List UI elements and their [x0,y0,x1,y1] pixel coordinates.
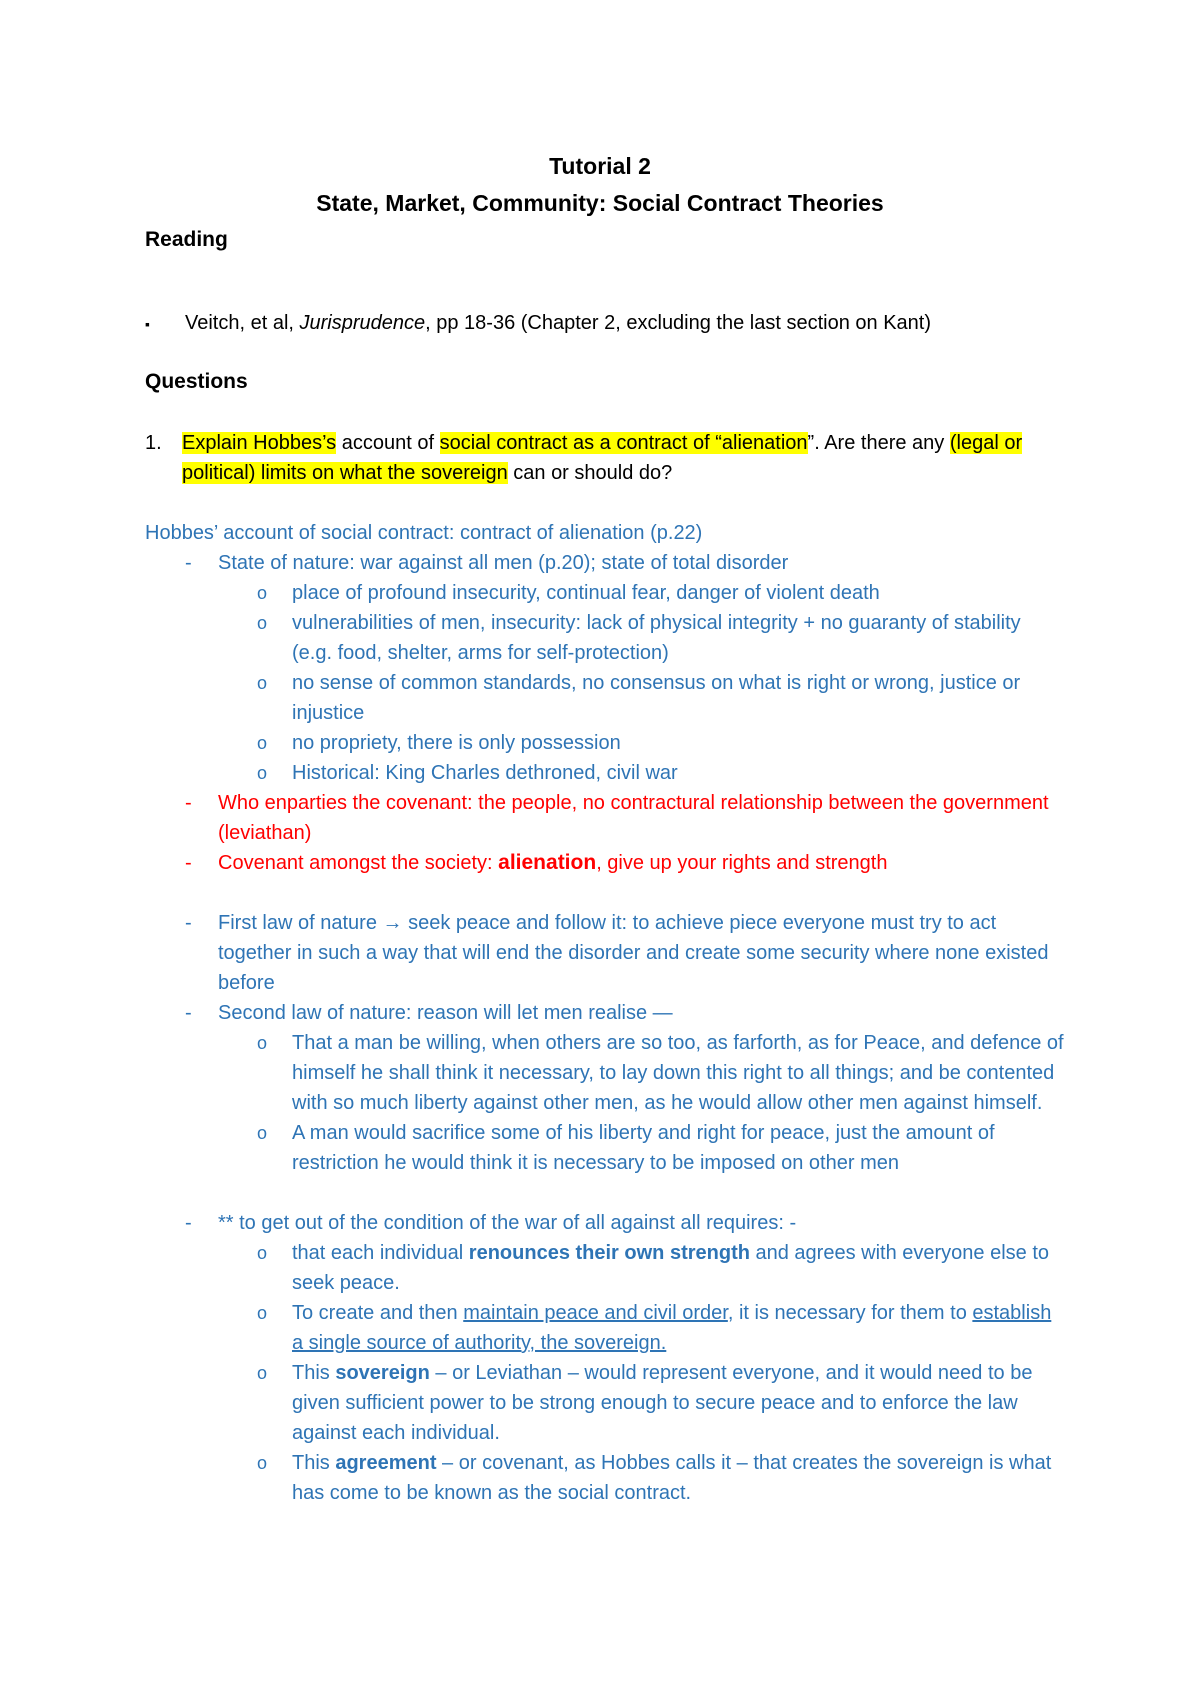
req-text-post: – or covenant, as Hobbes calls it – that creates the sovereign is what has come to be known as the social contract. [292,1452,1052,1504]
question-text-3: can or should do? [507,462,673,484]
requirement-item [145,1448,1065,1508]
dash-marker: - [185,1212,192,1234]
note-first-law [145,908,1065,998]
reading-item-pre: Veitch, et al, [185,312,300,334]
question-1 [145,428,1065,488]
req-text-mid: , it is necessary for them to [727,1302,973,1324]
son-item-text: no propriety, there is only possession [292,732,621,754]
req-text-bold: sovereign [335,1362,430,1384]
son-item [145,728,1065,758]
req-text-pre: To create and then [292,1302,464,1324]
son-item-text: vulnerabilities of men, insecurity: lack of physical integrity + no guaranty of stability (e.g. food, shelter, arms for self-protection) [292,612,1021,664]
note-text: Second law of nature: reason will let men realise — [218,1002,673,1024]
note-text-post: seek peace and follow it: to achieve piece everyone must try to act together in such a way that will end the disorder and create some security where none existed before [218,912,1049,994]
document-title [0,148,1200,222]
square-bullet-icon: ▪ [145,315,150,332]
notes-heading: Hobbes’ account of social contract: contract of alienation (p.22) [145,522,703,544]
req-text-post: and agrees with everyone else to seek peace. [292,1242,1050,1294]
circle-bullet-icon: o [257,1033,268,1053]
reading-item-book-title: Jurisprudence [299,312,426,334]
dash-marker: - [185,912,192,934]
son-item-text: Historical: King Charles dethroned, civil war [292,762,678,784]
requirement-item [145,1358,1065,1448]
dash-marker: - [185,792,192,814]
circle-bullet-icon: o [257,613,268,633]
highlight-2: social contract as a contract of “alienation [439,432,808,454]
note-covenant-parties [145,788,1065,848]
note-state-of-nature [145,548,1065,578]
req-text-bold: renounces their own strength [468,1242,750,1264]
circle-bullet-icon: o [257,763,268,783]
title-line-2: State, Market, Community: Social Contract Theories [316,190,884,216]
spacer [145,1178,1065,1208]
note-text-bold: alienation [498,851,597,874]
question-text-1: account of [336,432,440,454]
second-law-item-text: That a man be willing, when others are so too, as farforth, as for Peace, and defence of himself he shall think it necessary, to lay down this right to all things; and be contented with so much liberty against other men, as he would allow other men against himself. [292,1032,1064,1114]
highlight-1: Explain Hobbes’s [182,432,337,454]
son-item [145,668,1065,728]
second-law-item [145,1028,1065,1118]
req-text-bold: agreement [335,1452,437,1474]
question-text-2: ”. Are there any [807,432,950,454]
dash-marker: - [185,852,192,874]
req-text-pre: that each individual [292,1242,469,1264]
dash-marker: - [185,1002,192,1024]
note-text: Who enparties the covenant: the people, no contractural relationship between the government (leviathan) [218,792,1049,844]
requirement-item [145,1238,1065,1298]
questions-heading: Questions [145,370,248,393]
circle-bullet-icon: o [257,673,268,693]
reading-item-post: , pp 18-36 (Chapter 2, excluding the last section on Kant) [425,312,931,334]
circle-bullet-icon: o [257,1123,268,1143]
note-text: ** to get out of the condition of the war of all against all requires: - [218,1212,797,1234]
circle-bullet-icon: o [257,1303,268,1323]
answer-notes [145,518,1065,1508]
req-text-underline-1: maintain peace and civil order [463,1302,728,1324]
circle-bullet-icon: o [257,583,268,603]
req-text-underline-2: establish a single source of authority, the sovereign. [292,1302,1052,1354]
note-covenant-society [145,848,1065,878]
right-arrow-icon: → [382,912,403,934]
note-requirements [145,1208,1065,1238]
title-line-1: Tutorial 2 [549,153,651,179]
req-text-pre: This [292,1452,336,1474]
son-item-text: place of profound insecurity, continual fear, danger of violent death [292,582,880,604]
highlight-3: (legal or political) limits on what the sovereign [182,432,1023,484]
spacer [145,878,1065,908]
son-item-text: no sense of common standards, no consensus on what is right or wrong, justice or injustice [292,672,1021,724]
req-text-post: – or Leviathan – would represent everyone, and it would need to be given sufficient power to be strong enough to secure peace and to enforce the law against each individual. [292,1362,1033,1444]
circle-bullet-icon: o [257,1363,268,1383]
circle-bullet-icon: o [257,1243,268,1263]
circle-bullet-icon: o [257,1453,268,1473]
reading-heading: Reading [145,228,228,251]
question-text [182,428,1065,488]
note-text-post: , give up your rights and strength [596,852,888,874]
note-text: State of nature: war against all men (p.20); state of total disorder [218,552,789,574]
note-second-law [145,998,1065,1028]
note-text-pre: First law of nature [218,912,383,934]
dash-marker: - [185,552,192,574]
question-number: 1. [145,432,162,454]
req-text-pre: This [292,1362,336,1384]
circle-bullet-icon: o [257,733,268,753]
son-item [145,578,1065,608]
son-item [145,758,1065,788]
reading-list-item [145,312,931,335]
son-item [145,608,1065,668]
note-text-pre: Covenant amongst the society: [218,852,499,874]
second-law-item-text: A man would sacrifice some of his liberty and right for peace, just the amount of restriction he would think it is necessary to be imposed on other men [292,1122,995,1174]
second-law-item [145,1118,1065,1178]
requirement-item [145,1298,1065,1358]
